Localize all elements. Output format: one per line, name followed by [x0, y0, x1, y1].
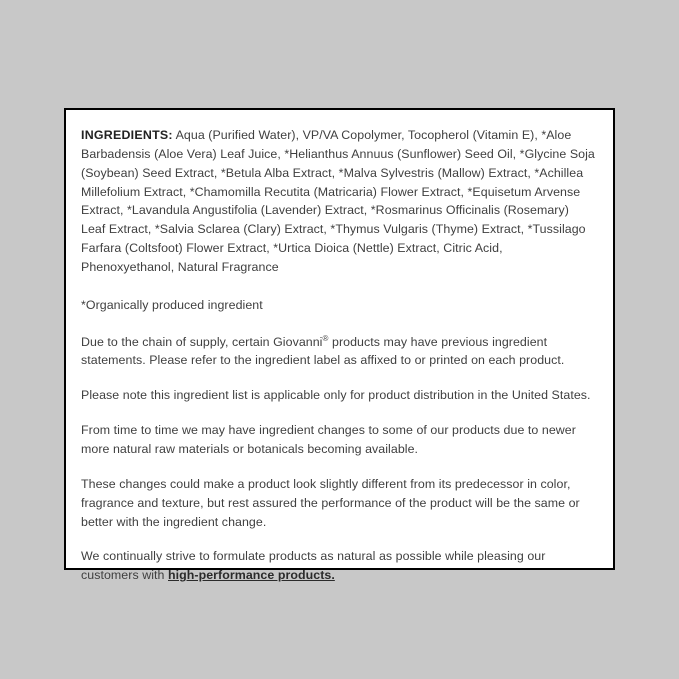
ingredients-label: INGREDIENTS:: [81, 128, 173, 142]
registered-trademark-icon: ®: [322, 333, 329, 343]
high-performance-products-link[interactable]: high-performance products.: [168, 568, 335, 583]
ingredients-panel: [64, 108, 615, 583]
closing-note-text: We continually strive to formulate products as natural as possible while pleasing our customers with: [81, 549, 546, 583]
panel-content: [66, 110, 613, 595]
supply-chain-note-post: products may have previous ingredient statements. Please refer to the ingredient label as affixed to or printed on each product.: [81, 334, 565, 368]
organic-note: *Organically produced ingredient: [81, 297, 263, 312]
supply-chain-note: [81, 333, 595, 371]
ingredients-list: Aqua (Purified Water), VP/VA Copolymer, Tocopherol (Vitamin E), *Aloe Barbadensis (Aloe Vera) Leaf Juice, *Helianthus Annuus (Sunflower) Seed Oil, *Glycine Soja (Soybean) Seed Extract, *Betula Alba Extract, *Malva Sylvestris (Mallow) Extract, *Achillea Millefolium Extract, *Chamomilla Recutita (Matricaria) Flower Extract, *Equisetum Arvense Extract, *Lavandula Angustifolia (Lavender) Extract, *Rosmarinus Officinalis (Rosemary) Leaf Extract, *Salvia Sclarea (Clary) Extract, *Thymus Vulgaris (Thyme) Extract, *Tussilago Farfara (Coltsfoot) Flower Extract, *Urtica Dioica (Nettle) Extract, Citric Acid, Phenoxyethanol, Natural Fragrance: [81, 128, 595, 274]
closing-note: [81, 547, 595, 585]
ingredient-changes-note: From time to time we may have ingredient changes to some of our products due to newer more natural raw materials or botanicals becoming available.: [81, 423, 576, 456]
ingredients-paragraph: [81, 126, 595, 277]
distribution-note: Please note this ingredient list is applicable only for product distribution in the United States.: [81, 388, 591, 403]
product-differences-note: These changes could make a product look slightly different from its predecessor in color, fragrance and texture, but rest assured the performance of the product will be the same or better with the ingredient change.: [81, 476, 580, 529]
supply-chain-note-pre: Due to the chain of supply, certain Giovanni: [81, 334, 323, 349]
